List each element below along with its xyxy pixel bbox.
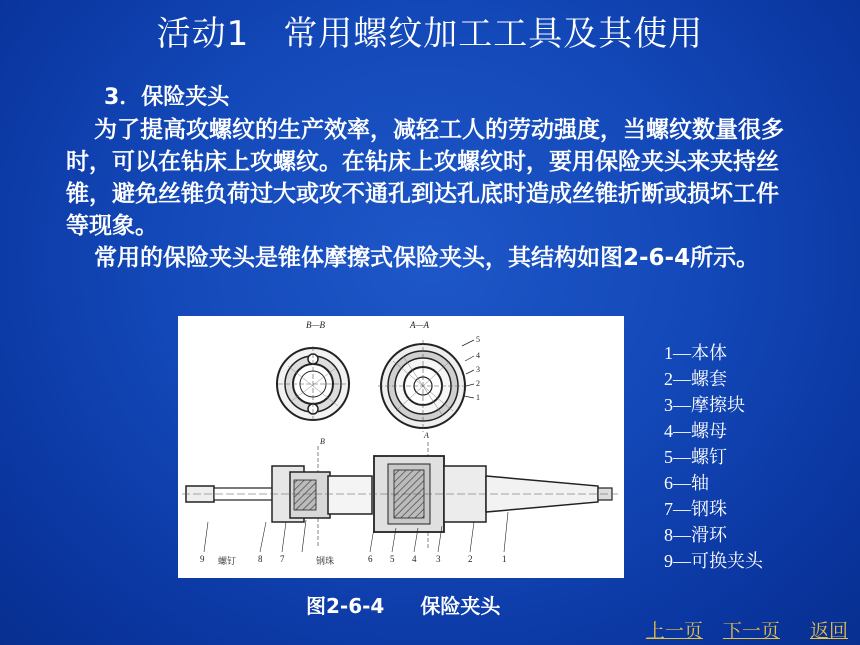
aa-num-1: 1 xyxy=(476,393,480,402)
aa-num-4: 4 xyxy=(476,351,480,360)
section-aa-view xyxy=(378,340,474,432)
slide-title xyxy=(0,6,860,55)
caption-number: 图2-6-4 xyxy=(306,594,385,618)
parts-legend xyxy=(664,340,763,574)
num-5: 5 xyxy=(390,554,395,564)
callout-screw: 螺钉 xyxy=(218,556,237,566)
num-2: 2 xyxy=(468,554,473,564)
body-text xyxy=(66,114,790,274)
title-main: 常用螺纹加工工具及其使用 xyxy=(283,14,704,54)
label-section-aa: A—A xyxy=(410,320,429,330)
label-a: A xyxy=(424,431,429,440)
legend-item: 1—本体 xyxy=(664,343,727,363)
safety-chuck-drawing xyxy=(178,316,624,578)
num-3: 3 xyxy=(436,554,441,564)
next-page-link[interactable]: 下一页 xyxy=(722,620,780,642)
legend-item: 4—螺母 xyxy=(664,421,727,441)
back-link[interactable]: 返回 xyxy=(809,620,848,642)
callout-ball: 钢珠 xyxy=(316,556,335,566)
title-prefix: 活动1 xyxy=(156,14,250,54)
prev-page-link[interactable]: 上一页 xyxy=(645,620,703,642)
caption-text: 保险夹头 xyxy=(420,594,501,618)
label-b: B xyxy=(320,437,325,446)
aa-num-5: 5 xyxy=(476,335,480,344)
legend-item: 6—轴 xyxy=(664,473,709,493)
num-1: 1 xyxy=(502,554,507,564)
drawing-svg xyxy=(178,316,624,578)
aa-num-2: 2 xyxy=(476,379,480,388)
section-heading: 3．保险夹头 xyxy=(104,85,230,110)
legend-item: 8—滑环 xyxy=(664,525,727,545)
legend-item: 2—螺套 xyxy=(664,369,727,389)
longitudinal-section xyxy=(182,431,618,552)
legend-item: 7—钢珠 xyxy=(664,499,727,519)
aa-num-3: 3 xyxy=(476,365,480,374)
slide-navigation xyxy=(632,616,848,643)
legend-item: 3—摩擦块 xyxy=(664,395,745,415)
num-6: 6 xyxy=(368,554,373,564)
figure-caption xyxy=(306,590,500,619)
section-bb-view xyxy=(277,346,349,422)
num-7: 7 xyxy=(280,554,285,564)
num-8: 8 xyxy=(258,554,263,564)
num-4: 4 xyxy=(412,554,417,564)
paragraph-2: 常用的保险夹头是锥体摩擦式保险夹头，其结构如图2-6-4所示。 xyxy=(94,245,760,271)
legend-item: 5—螺钉 xyxy=(664,447,727,467)
label-section-bb: B—B xyxy=(306,320,325,330)
paragraph-1: 为了提高攻螺纹的生产效率，减轻工人的劳动强度，当螺纹数量很多时，可以在钻床上攻螺纹。在钻床上攻螺纹时，要用保险夹头来夹持丝锥，避免丝锥负荷过大或攻不通孔到达孔底时造成丝锥折断或损坏工件等现象。 xyxy=(66,117,784,239)
num-9: 9 xyxy=(200,554,205,564)
legend-item: 9—可换夹头 xyxy=(664,551,763,571)
